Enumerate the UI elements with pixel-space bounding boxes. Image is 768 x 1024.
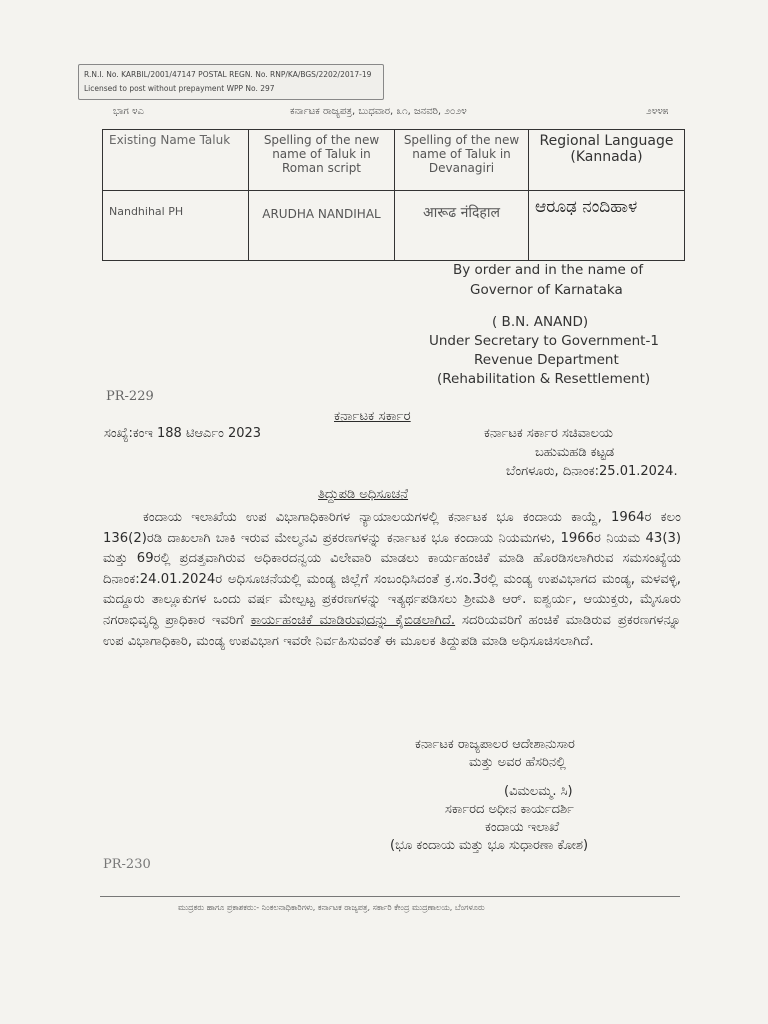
- body-text-part-1: ಕಂದಾಯ ಇಲಾಖೆಯ ಉಪ ವಿಭಾಗಾಧಿಕಾರಿಗಳ ನ್ಯಾಯಾಲಯಗಳಲ್ಲಿ ಕರ್ನಾಟಕ ಭೂ ಕಂದಾಯ ಕಾಯ್ದೆ, 1964ರ ಕಲಂ 136(2)ರಡಿ ದಾಖಲಾಗಿ ಬಾಕಿ ಇರುವ ಮೇಲ್ಮನವಿ ಪ್ರಕರಣಗಳನ್ನು ಕರ್ನಾಟಕ ಭೂ ಕಂದಾಯ ನಿಯಮಗಳು, 1966ರ ನಿಯಮ 43(3) ಮತ್ತು 69ರಲ್ಲಿ ಪ್ರದತ್ತವಾಗಿರುವ ಅಧಿಕಾರದನ್ವಯ ವಿಲೇವಾರಿ ಮಾಡಲು ಕಾರ್ಯಹಂಚಿಕೆ ಮಾಡಿ ಹೊರಡಿಸಲಾಗಿರುವ ಸಮಸಂಖ್ಯೆಯ ದಿನಾಂಕ:24.01.2024ರ ಅಧಿಸೂಚನೆಯಲ್ಲಿ ಮಂಡ್ಯ ಜಿಲ್ಲೆಗೆ ಸಂಬಂಧಿಸಿದಂತೆ ಕ್ರ.ಸಂ.3ರಲ್ಲಿ ಮಂಡ್ಯ ಉಪವಿಭಾಗದ ಮಂಡ್ಯ, ಮಳವಳ್ಳಿ, ಮದ್ದೂರು ತಾಲ್ಲೂಕುಗಳ ಒಂದು ವರ್ಷ ಮೇಲ್ಪಟ್ಟ ಪ್ರಕರಣಗಳನ್ನು ಇತ್ಯರ್ಥಪಡಿಸಲು ಶ್ರೀಮತಿ ಆರ್. ಐಶ್ವರ್ಯ, ಆಯುಕ್ತರು, ಮೈಸೂರು ನಗರಾಭಿವೃದ್ಧಿ ಪ್ರಾಧಿಕಾರ ಇವರಿಗೆ: [103, 510, 681, 628]
- cell-devanagiri-name: आरूढ नंदिहाल: [395, 191, 529, 261]
- cell-existing-name: Nandhihal PH: [103, 191, 249, 261]
- closing-signatory-name: (ವಿಮಲಮ್ಮ. ಸಿ): [504, 784, 573, 799]
- notification-body: [103, 508, 681, 652]
- closing-line-2: ಮತ್ತು ಅವರ ಹೆಸರಿನಲ್ಲಿ: [469, 755, 566, 770]
- header-devanagiri-spelling: Spelling of the new name of Taluk in Devanagiri: [395, 130, 529, 191]
- reference-number: ಸಂಖ್ಯೆ:ಕಂಇ 188 ಟಿಆರ್ಎಂ 2023: [104, 426, 262, 441]
- closing-line-1: ಕರ್ನಾಟಕ ರಾಜ್ಯಪಾಲರ ಆದೇಶಾನುಸಾರ: [415, 737, 575, 752]
- secretariat-name: ಕರ್ನಾಟಕ ಸರ್ಕಾರ ಸಚಿವಾಲಯ: [484, 426, 613, 441]
- cell-roman-name: ARUDHA NANDIHAL: [249, 191, 395, 261]
- closing-signatory-designation: ಸರ್ಕಾರದ ಅಧೀನ ಕಾರ್ಯದರ್ಶಿ: [445, 802, 574, 817]
- closing-signatory-section: (ಭೂ ಕಂದಾಯ ಮತ್ತು ಭೂ ಸುಧಾರಣಾ ಕೋಶ): [390, 838, 589, 853]
- header-regional-language: Regional Language (Kannada): [529, 130, 685, 191]
- signatory-section: (Rehabilitation & Resettlement): [437, 371, 651, 387]
- pr-number-229: PR-229: [106, 389, 154, 404]
- order-line-2: Governor of Karnataka: [470, 282, 623, 298]
- header-roman-spelling: Spelling of the new name of Taluk in Roman script: [249, 130, 395, 191]
- postal-registration-line: R.N.I. No. KARBIL/2001/47147 POSTAL REGN. No. RNP/KA/BGS/2202/2017-19: [84, 70, 372, 79]
- signatory-name: ( B.N. ANAND): [492, 314, 589, 330]
- closing-signatory-department: ಕಂದಾಯ ಇಲಾಖೆ: [485, 820, 560, 835]
- taluk-name-table: [102, 129, 685, 261]
- place-date: ಬೆಂಗಳೂರು, ದಿನಾಂಕ:25.01.2024.: [506, 464, 678, 479]
- table-row: [103, 191, 685, 261]
- government-title: ಕರ್ನಾಟಕ ಸರ್ಕಾರ: [334, 408, 411, 424]
- signatory-designation: Under Secretary to Government-1: [429, 333, 659, 349]
- notification-title: ತಿದ್ದುಪಡಿ ಅಧಿಸೂಚನೆ: [318, 487, 409, 502]
- gazette-page-number: ೨೪೪೫: [646, 106, 669, 117]
- table-header-row: [103, 130, 685, 191]
- body-text-part-2: ಸದರಿಯವರಿಗೆ ಹಂಚಿಕೆ ಮಾಡಿರುವ ಪ್ರಕರಣಗಳನ್ನೂ ಉಪ ವಿಭಾಗಾಧಿಕಾರಿ, ಮಂಡ್ಯ ಉಪವಿಭಾಗ ಇವರೇ ನಿರ್ವಹಿಸುವಂತೆ ಈ ಮೂಲಕ ತಿದ್ದುಪಡಿ ಮಾಡಿ ಅಧಿಸೂಚಿಸಲಾಗಿದೆ.: [103, 612, 681, 649]
- body-text-underlined: ಕಾರ್ಯಹಂಚಿಕೆ ಮಾಡಿರುವುದನ್ನು ಕೈಬಿಡಲಾಗಿದೆ.: [250, 612, 456, 628]
- gazette-part: ಭಾಗ ೪ಎ: [113, 106, 144, 117]
- licensed-post-line: Licensed to post without prepayment WPP No. 297: [84, 84, 275, 93]
- building-name: ಬಹುಮಹಡಿ ಕಟ್ಟಡ: [535, 445, 615, 460]
- order-line-1: By order and in the name of: [453, 262, 644, 278]
- cell-kannada-name: ಆರೂಢ ನಂದಿಹಾಳ: [529, 191, 685, 261]
- printer-publisher-line: ಮುದ್ರಕರು ಹಾಗೂ ಪ್ರಕಾಶಕರು:- ನಿಂಕಲನಾಧಿಕಾರಿಗಳು, ಕರ್ನಾಟಕ ರಾಜ್ಯಪತ್ರ, ಸರ್ಕಾರಿ ಕೇಂದ್ರ ಮುದ್ರಣಾಲಯ, ಬೆಂಗಳೂರು: [178, 903, 485, 912]
- footer-divider: [100, 896, 680, 897]
- gazette-title-date: ಕರ್ನಾಟಕ ರಾಜ್ಯಪತ್ರ, ಬುಧವಾರ, ೩೧, ಜನವರಿ, ೨೦೨೪: [290, 106, 467, 117]
- pr-number-230: PR-230: [103, 857, 151, 872]
- signatory-department: Revenue Department: [474, 352, 619, 368]
- header-existing-name: Existing Name Taluk: [103, 130, 249, 191]
